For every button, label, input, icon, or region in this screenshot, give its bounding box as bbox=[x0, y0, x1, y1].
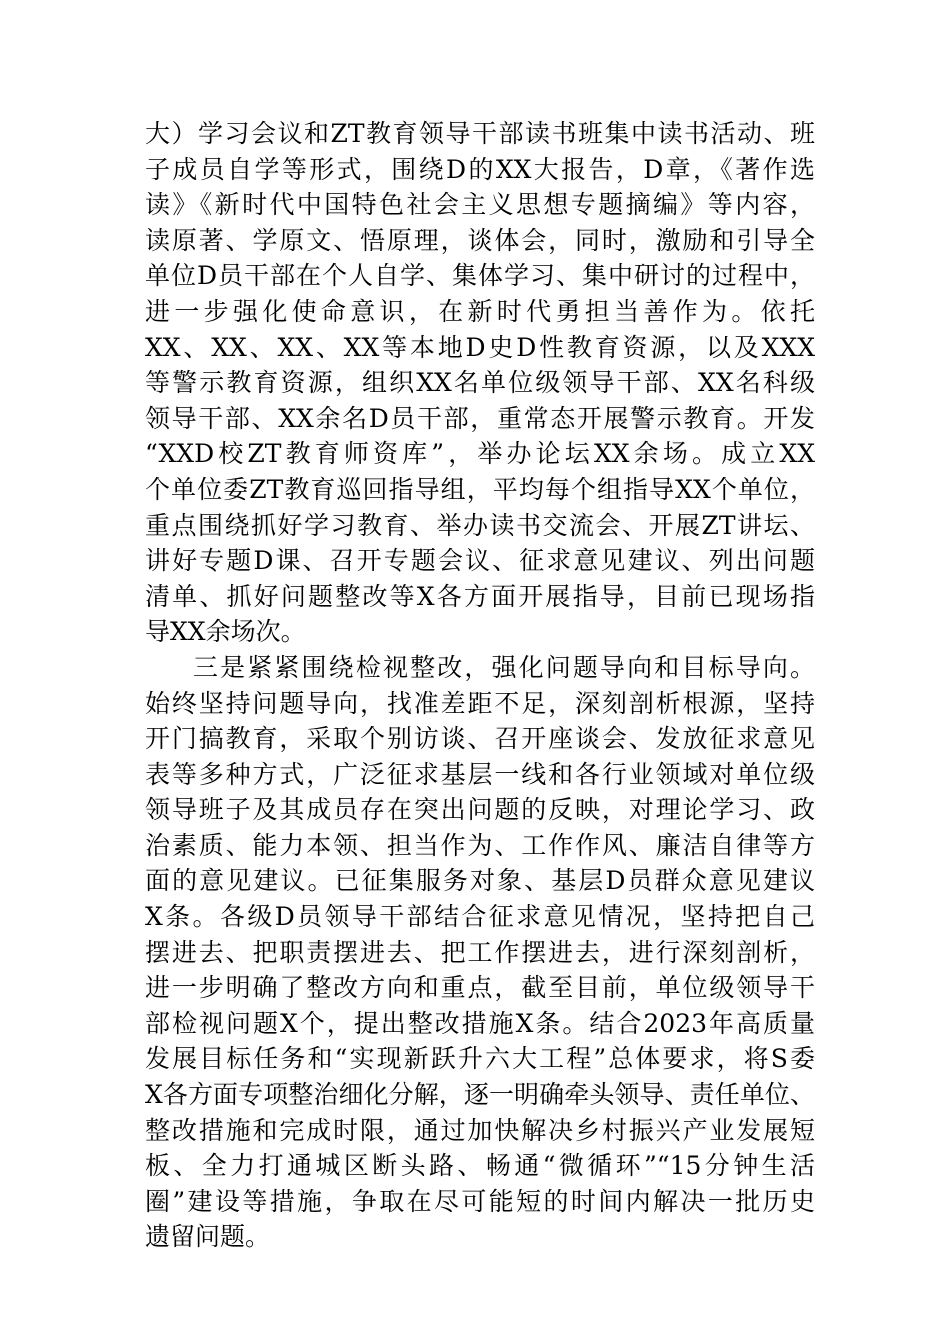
text-line: 讲好专题D课、召开专题会议、征求意见建议、列出问题 bbox=[145, 546, 815, 576]
text-line: 等警示教育资源，组织XX名单位级领导干部、XX名科级 bbox=[145, 368, 815, 398]
text-line: 圈”建设等措施，争取在尽可能短的时间内解决一批历史 bbox=[145, 1186, 815, 1216]
text-line: 治素质、能力本领、担当作为、工作作风、廉洁自律等方 bbox=[145, 830, 815, 860]
text-line: 领导干部、XX余名D员干部，重常态开展警示教育。开发 bbox=[145, 403, 815, 433]
text-line: 发展目标任务和“实现新跃升六大工程”总体要求，将S委 bbox=[145, 1044, 815, 1074]
text-line: 单位D员干部在个人自学、集体学习、集中研讨的过程中， bbox=[145, 261, 815, 291]
text-line: 进一步强化使命意识，在新时代勇担当善作为。依托 bbox=[145, 296, 815, 326]
text-line: 表等多种方式，广泛征求基层一线和各行业领域对单位级 bbox=[145, 759, 815, 789]
text-line: 始终坚持问题导向，找准差距不足，深刻剖析根源，坚持 bbox=[145, 688, 815, 718]
text-line: X各方面专项整治细化分解，逐一明确牵头领导、责任单位、 bbox=[145, 1080, 815, 1110]
text-line: 读原著、学原文、悟原理，谈体会，同时，激励和引导全 bbox=[145, 225, 815, 255]
paragraph-heading-line: 三是紧紧围绕检视整改，强化问题导向和目标导向。 bbox=[193, 652, 815, 682]
text-line: XX、XX、XX、XX等本地D史D性教育资源，以及XXX bbox=[145, 332, 815, 362]
body-text bbox=[145, 116, 815, 1255]
paragraph-end-line: 遗留问题。 bbox=[145, 1222, 271, 1252]
text-line: 清单、抓好问题整改等X各方面开展指导，目前已现场指 bbox=[145, 581, 815, 611]
text-line: 部检视问题X个，提出整改措施X条。结合2023年高质量 bbox=[145, 1008, 815, 1038]
text-line: 摆进去、把职责摆进去、把工作摆进去，进行深刻剖析， bbox=[145, 937, 815, 967]
text-line: 个单位委ZT教育巡回指导组，平均每个组指导XX个单位， bbox=[145, 474, 815, 504]
text-line: 面的意见建议。已征集服务对象、基层D员群众意见建议 bbox=[145, 866, 815, 896]
text-line: 读》《新时代中国特色社会主义思想专题摘编》等内容， bbox=[145, 190, 815, 220]
text-line: 整改措施和完成时限，通过加快解决乡村振兴产业发展短 bbox=[145, 1115, 815, 1145]
text-line: 开门搞教育，采取个别访谈、召开座谈会、发放征求意见 bbox=[145, 724, 815, 754]
text-line: 重点围绕抓好学习教育、举办读书交流会、开展ZT讲坛、 bbox=[145, 510, 815, 540]
text-line: 板、全力打通城区断头路、畅通“微循环”“15分钟生活 bbox=[145, 1151, 815, 1181]
paragraph-end-line: 导XX余场次。 bbox=[145, 617, 306, 647]
text-line: 领导班子及其成员存在突出问题的反映，对理论学习、政 bbox=[145, 795, 815, 825]
text-line: X条。各级D员领导干部结合征求意见情况，坚持把自己 bbox=[145, 902, 815, 932]
text-line: “XXD校ZT教育师资库”，举办论坛XX余场。成立XX bbox=[145, 439, 815, 469]
text-line: 进一步明确了整改方向和重点，截至目前，单位级领导干 bbox=[145, 973, 815, 1003]
text-line: 大）学习会议和ZT教育领导干部读书班集中读书活动、班 bbox=[145, 119, 815, 148]
text-line: 子成员自学等形式，围绕D的XX大报告，D章，《著作选 bbox=[145, 154, 815, 184]
